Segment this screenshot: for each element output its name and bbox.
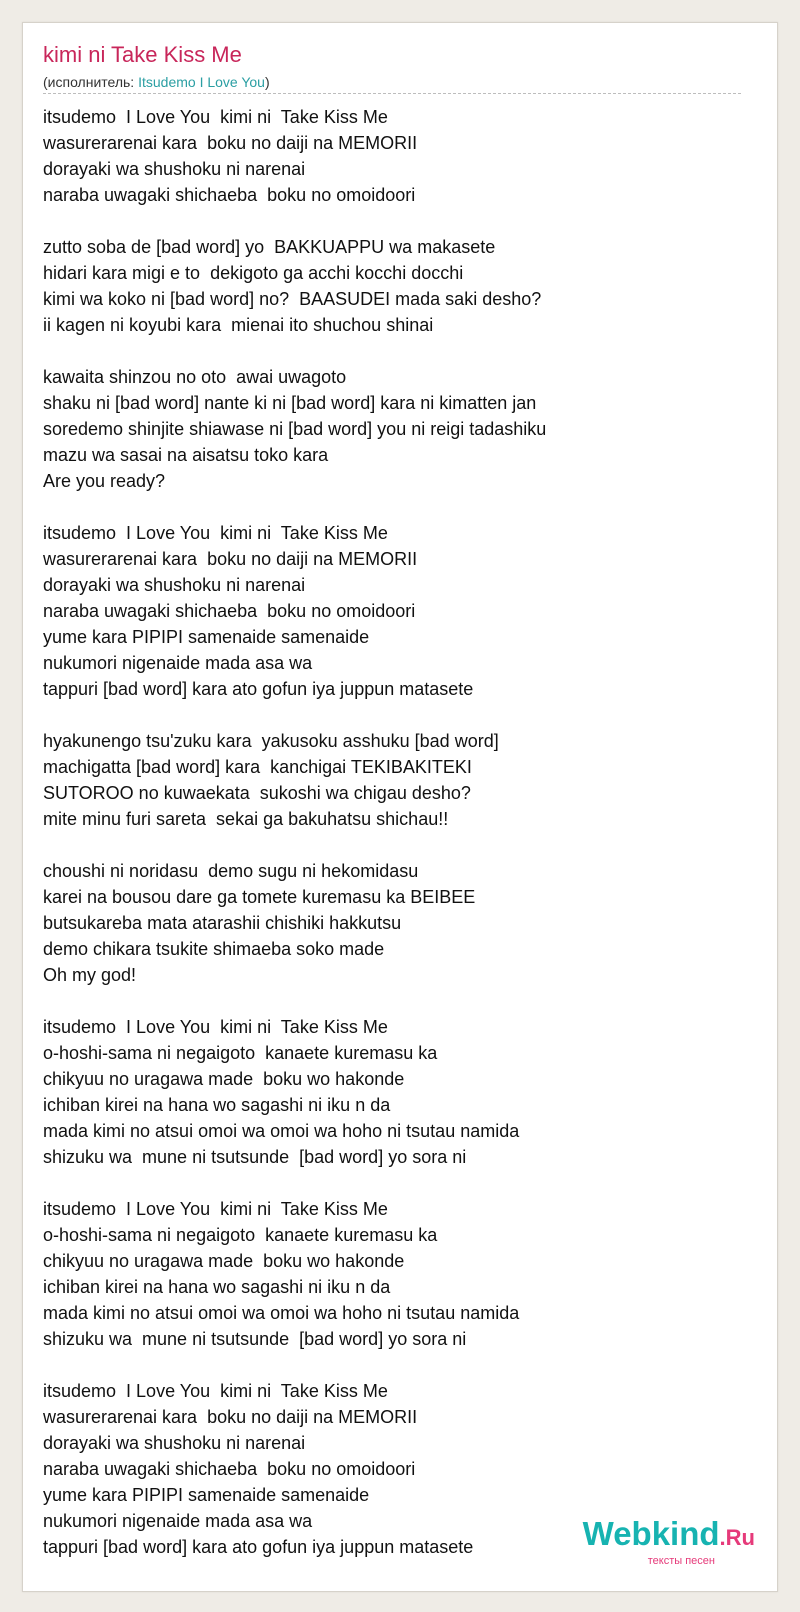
lyric-line: karei na bousou dare ga tomete kuremasu ka BEIBEE (43, 887, 476, 907)
lyric-line: itsudemo I Love You kimi ni Take Kiss Me (43, 1199, 388, 1219)
lyric-line: naraba uwagaki shichaeba boku no omoidoori (43, 1459, 416, 1479)
lyric-line: itsudemo I Love You kimi ni Take Kiss Me (43, 523, 388, 543)
title-divider (43, 93, 741, 94)
lyrics-stanza (43, 104, 743, 208)
lyric-line: kawaita shinzou no oto awai uwagoto (43, 367, 347, 387)
lyric-line: dorayaki wa shushoku ni narenai (43, 1433, 306, 1453)
artist-line (43, 73, 270, 91)
lyric-line: Are you ready? (43, 471, 166, 491)
lyric-line: machigatta [bad word] kara kanchigai TEKIBAKITEKI (43, 757, 472, 777)
lyric-line: yume kara PIPIPI samenaide samenaide (43, 1485, 370, 1505)
lyric-line: wasurerarenai kara boku no daiji na MEMORII (43, 133, 418, 153)
lyrics-stanza (43, 234, 743, 338)
lyric-line: hidari kara migi e to dekigoto ga acchi kocchi docchi (43, 263, 464, 283)
lyric-line: zutto soba de [bad word] yo BAKKUAPPU wa makasete (43, 237, 496, 257)
lyrics-card (22, 22, 778, 1592)
lyric-line: shaku ni [bad word] nante ki ni [bad word] kara ni kimatten jan (43, 393, 537, 413)
lyric-line: chikyuu no uragawa made boku wo hakonde (43, 1069, 405, 1089)
lyric-line: mada kimi no atsui omoi wa omoi wa hoho ni tsutau namida (43, 1303, 520, 1323)
logo-tld: .Ru (719, 1525, 755, 1550)
lyric-line: hyakunengo tsu'zuku kara yakusoku asshuku [bad word] (43, 731, 499, 751)
lyric-line: wasurerarenai kara boku no daiji na MEMORII (43, 1407, 418, 1427)
lyric-line: ii kagen ni koyubi kara mienai ito shuchou shinai (43, 315, 434, 335)
lyric-line: dorayaki wa shushoku ni narenai (43, 575, 306, 595)
lyric-line: shizuku wa mune ni tsutsunde [bad word] yo sora ni (43, 1147, 467, 1167)
song-title: kimi ni Take Kiss Me (43, 42, 242, 67)
logo-brand: Webkind (582, 1515, 720, 1552)
lyrics-stanza (43, 858, 743, 988)
lyric-line: itsudemo I Love You kimi ni Take Kiss Me (43, 1381, 388, 1401)
lyric-line: nukumori nigenaide mada asa wa (43, 1511, 313, 1531)
lyric-line: mazu wa sasai na aisatsu toko kara (43, 445, 329, 465)
lyric-line: o-hoshi-sama ni negaigoto kanaete kuremasu ka (43, 1225, 438, 1245)
lyric-line: ichiban kirei na hana wo sagashi ni iku n da (43, 1095, 391, 1115)
lyric-line: naraba uwagaki shichaeba boku no omoidoori (43, 185, 416, 205)
lyric-line: ichiban kirei na hana wo sagashi ni iku n da (43, 1277, 391, 1297)
lyric-line: itsudemo I Love You kimi ni Take Kiss Me (43, 1017, 388, 1037)
artist-suffix: ) (264, 74, 270, 90)
lyric-line: wasurerarenai kara boku no daiji na MEMORII (43, 549, 418, 569)
lyric-line: tappuri [bad word] kara ato gofun iya juppun matasete (43, 679, 474, 699)
lyric-line: nukumori nigenaide mada asa wa (43, 653, 313, 673)
lyric-line: mite minu furi sareta sekai ga bakuhatsu shichau!! (43, 809, 449, 829)
lyric-line: choushi ni noridasu demo sugu ni hekomidasu (43, 861, 419, 881)
lyric-line: soredemo shinjite shiawase ni [bad word] you ni reigi tadashiku (43, 419, 547, 439)
lyric-line: kimi wa koko ni [bad word] no? BAASUDEI mada saki desho? (43, 289, 542, 309)
lyric-line: mada kimi no atsui omoi wa omoi wa hoho ni tsutau namida (43, 1121, 520, 1141)
site-logo[interactable] (583, 1517, 755, 1567)
lyrics-stanza (43, 364, 743, 494)
lyrics-stanza (43, 520, 743, 702)
lyric-line: o-hoshi-sama ni negaigoto kanaete kuremasu ka (43, 1043, 438, 1063)
logo-tagline: тексты песен (647, 1555, 715, 1567)
lyric-line: demo chikara tsukite shimaeba soko made (43, 939, 385, 959)
artist-prefix: (исполнитель: (43, 74, 139, 90)
lyric-line: naraba uwagaki shichaeba boku no omoidoori (43, 601, 416, 621)
lyric-line: itsudemo I Love You kimi ni Take Kiss Me (43, 107, 388, 127)
lyric-line: chikyuu no uragawa made boku wo hakonde (43, 1251, 405, 1271)
lyrics-stanza (43, 1196, 743, 1352)
lyrics-stanza (43, 728, 743, 832)
lyric-line: shizuku wa mune ni tsutsunde [bad word] yo sora ni (43, 1329, 467, 1349)
logo-wordmark (583, 1517, 755, 1555)
artist-link[interactable]: Itsudemo I Love You (138, 74, 265, 90)
lyrics-stanza (43, 1014, 743, 1170)
lyric-line: yume kara PIPIPI samenaide samenaide (43, 627, 370, 647)
lyric-line: dorayaki wa shushoku ni narenai (43, 159, 306, 179)
lyrics-body (43, 104, 743, 1586)
lyric-line: SUTOROO no kuwaekata sukoshi wa chigau desho? (43, 783, 471, 803)
lyric-line: butsukareba mata atarashii chishiki hakkutsu (43, 913, 402, 933)
lyric-line: Oh my god! (43, 965, 137, 985)
lyric-line: tappuri [bad word] kara ato gofun iya juppun matasete (43, 1537, 474, 1557)
